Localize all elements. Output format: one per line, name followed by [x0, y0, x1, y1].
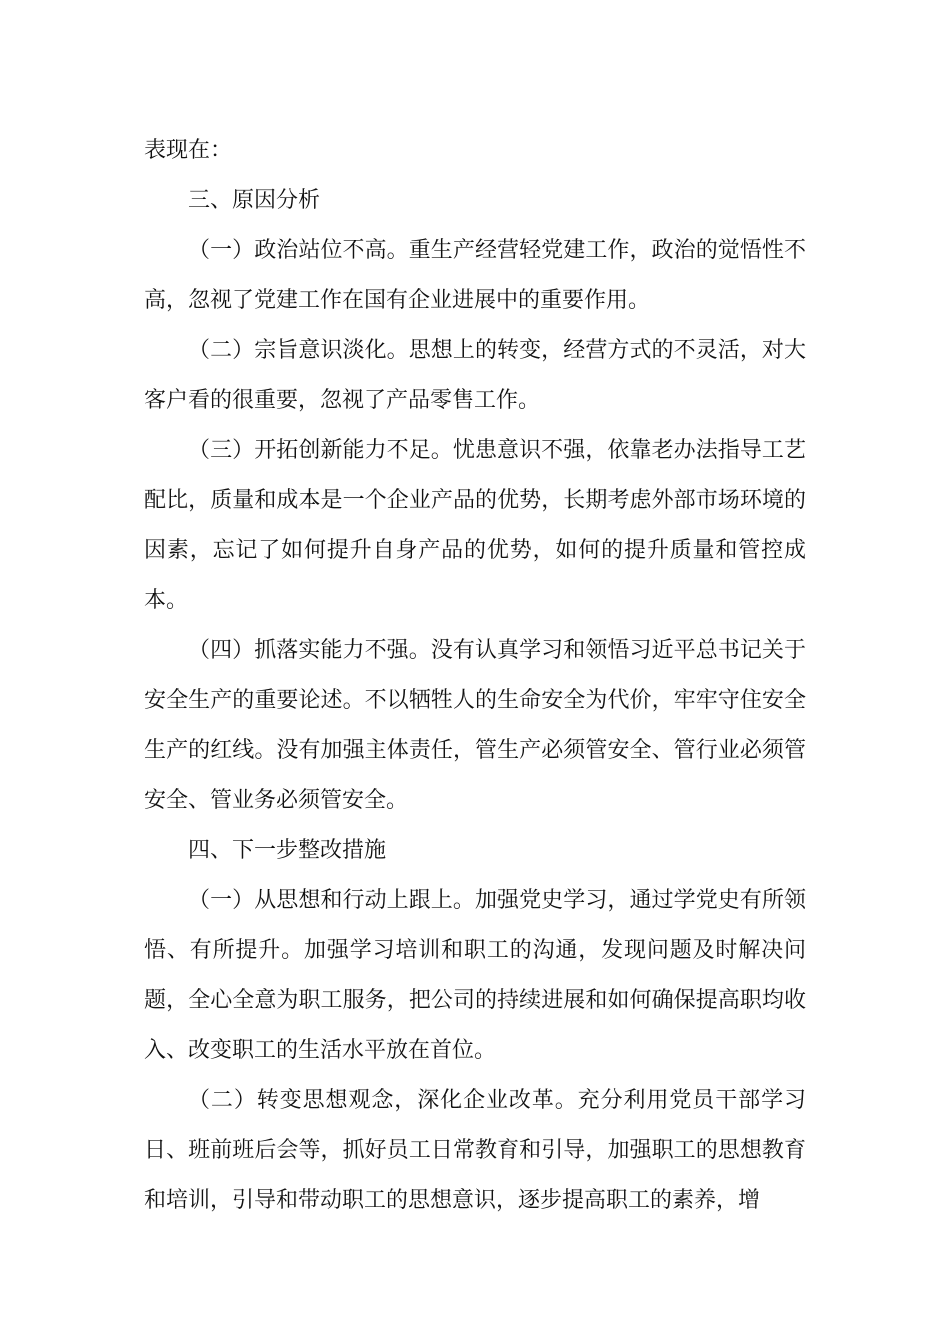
paragraph-cause-3: （三）开拓创新能力不足。忧患意识不强，依靠老办法指导工艺配比，质量和成本是一个企业产品的优势，长期考虑外部市场环境的因素，忘记了如何提升自身产品的优势，如何的提升质量和管控成本。 — [144, 438, 806, 613]
paragraph-cause-2: （二）宗旨意识淡化。思想上的转变，经营方式的不灵活，对大客户看的很重要，忽视了产品零售工作。 — [144, 338, 806, 413]
paragraph-measure-2: （二）转变思想观念，深化企业改革。充分利用党员干部学习日、班前班后会等，抓好员工日常教育和引导，加强职工的思想教育和培训，引导和带动职工的思想意识，逐步提高职工的素养，增 — [144, 1088, 806, 1213]
paragraph-continuation: 表现在： — [144, 138, 233, 163]
paragraph-measure-1: （一）从思想和行动上跟上。加强党史学习，通过学党史有所领悟、有所提升。加强学习培训和职工的沟通，发现问题及时解决问题，全心全意为职工服务，把公司的持续进展和如何确保提高职均收入、改变职工的生活水平放在首位。 — [144, 888, 806, 1063]
document-body — [144, 126, 806, 1226]
paragraph-cause-4: （四）抓落实能力不强。没有认真学习和领悟习近平总书记关于安全生产的重要论述。不以牺牲人的生命安全为代价，牢牢守住安全生产的红线。没有加强主体责任，管生产必须管安全、管行业必须管安全、管业务必须管安全。 — [144, 638, 806, 813]
section-heading-next-steps: 四、下一步整改措施 — [188, 838, 387, 863]
section-heading-cause-analysis: 三、原因分析 — [188, 188, 321, 213]
paragraph-cause-1: （一）政治站位不高。重生产经营轻党建工作，政治的觉悟性不高，忽视了党建工作在国有企业进展中的重要作用。 — [144, 238, 806, 313]
